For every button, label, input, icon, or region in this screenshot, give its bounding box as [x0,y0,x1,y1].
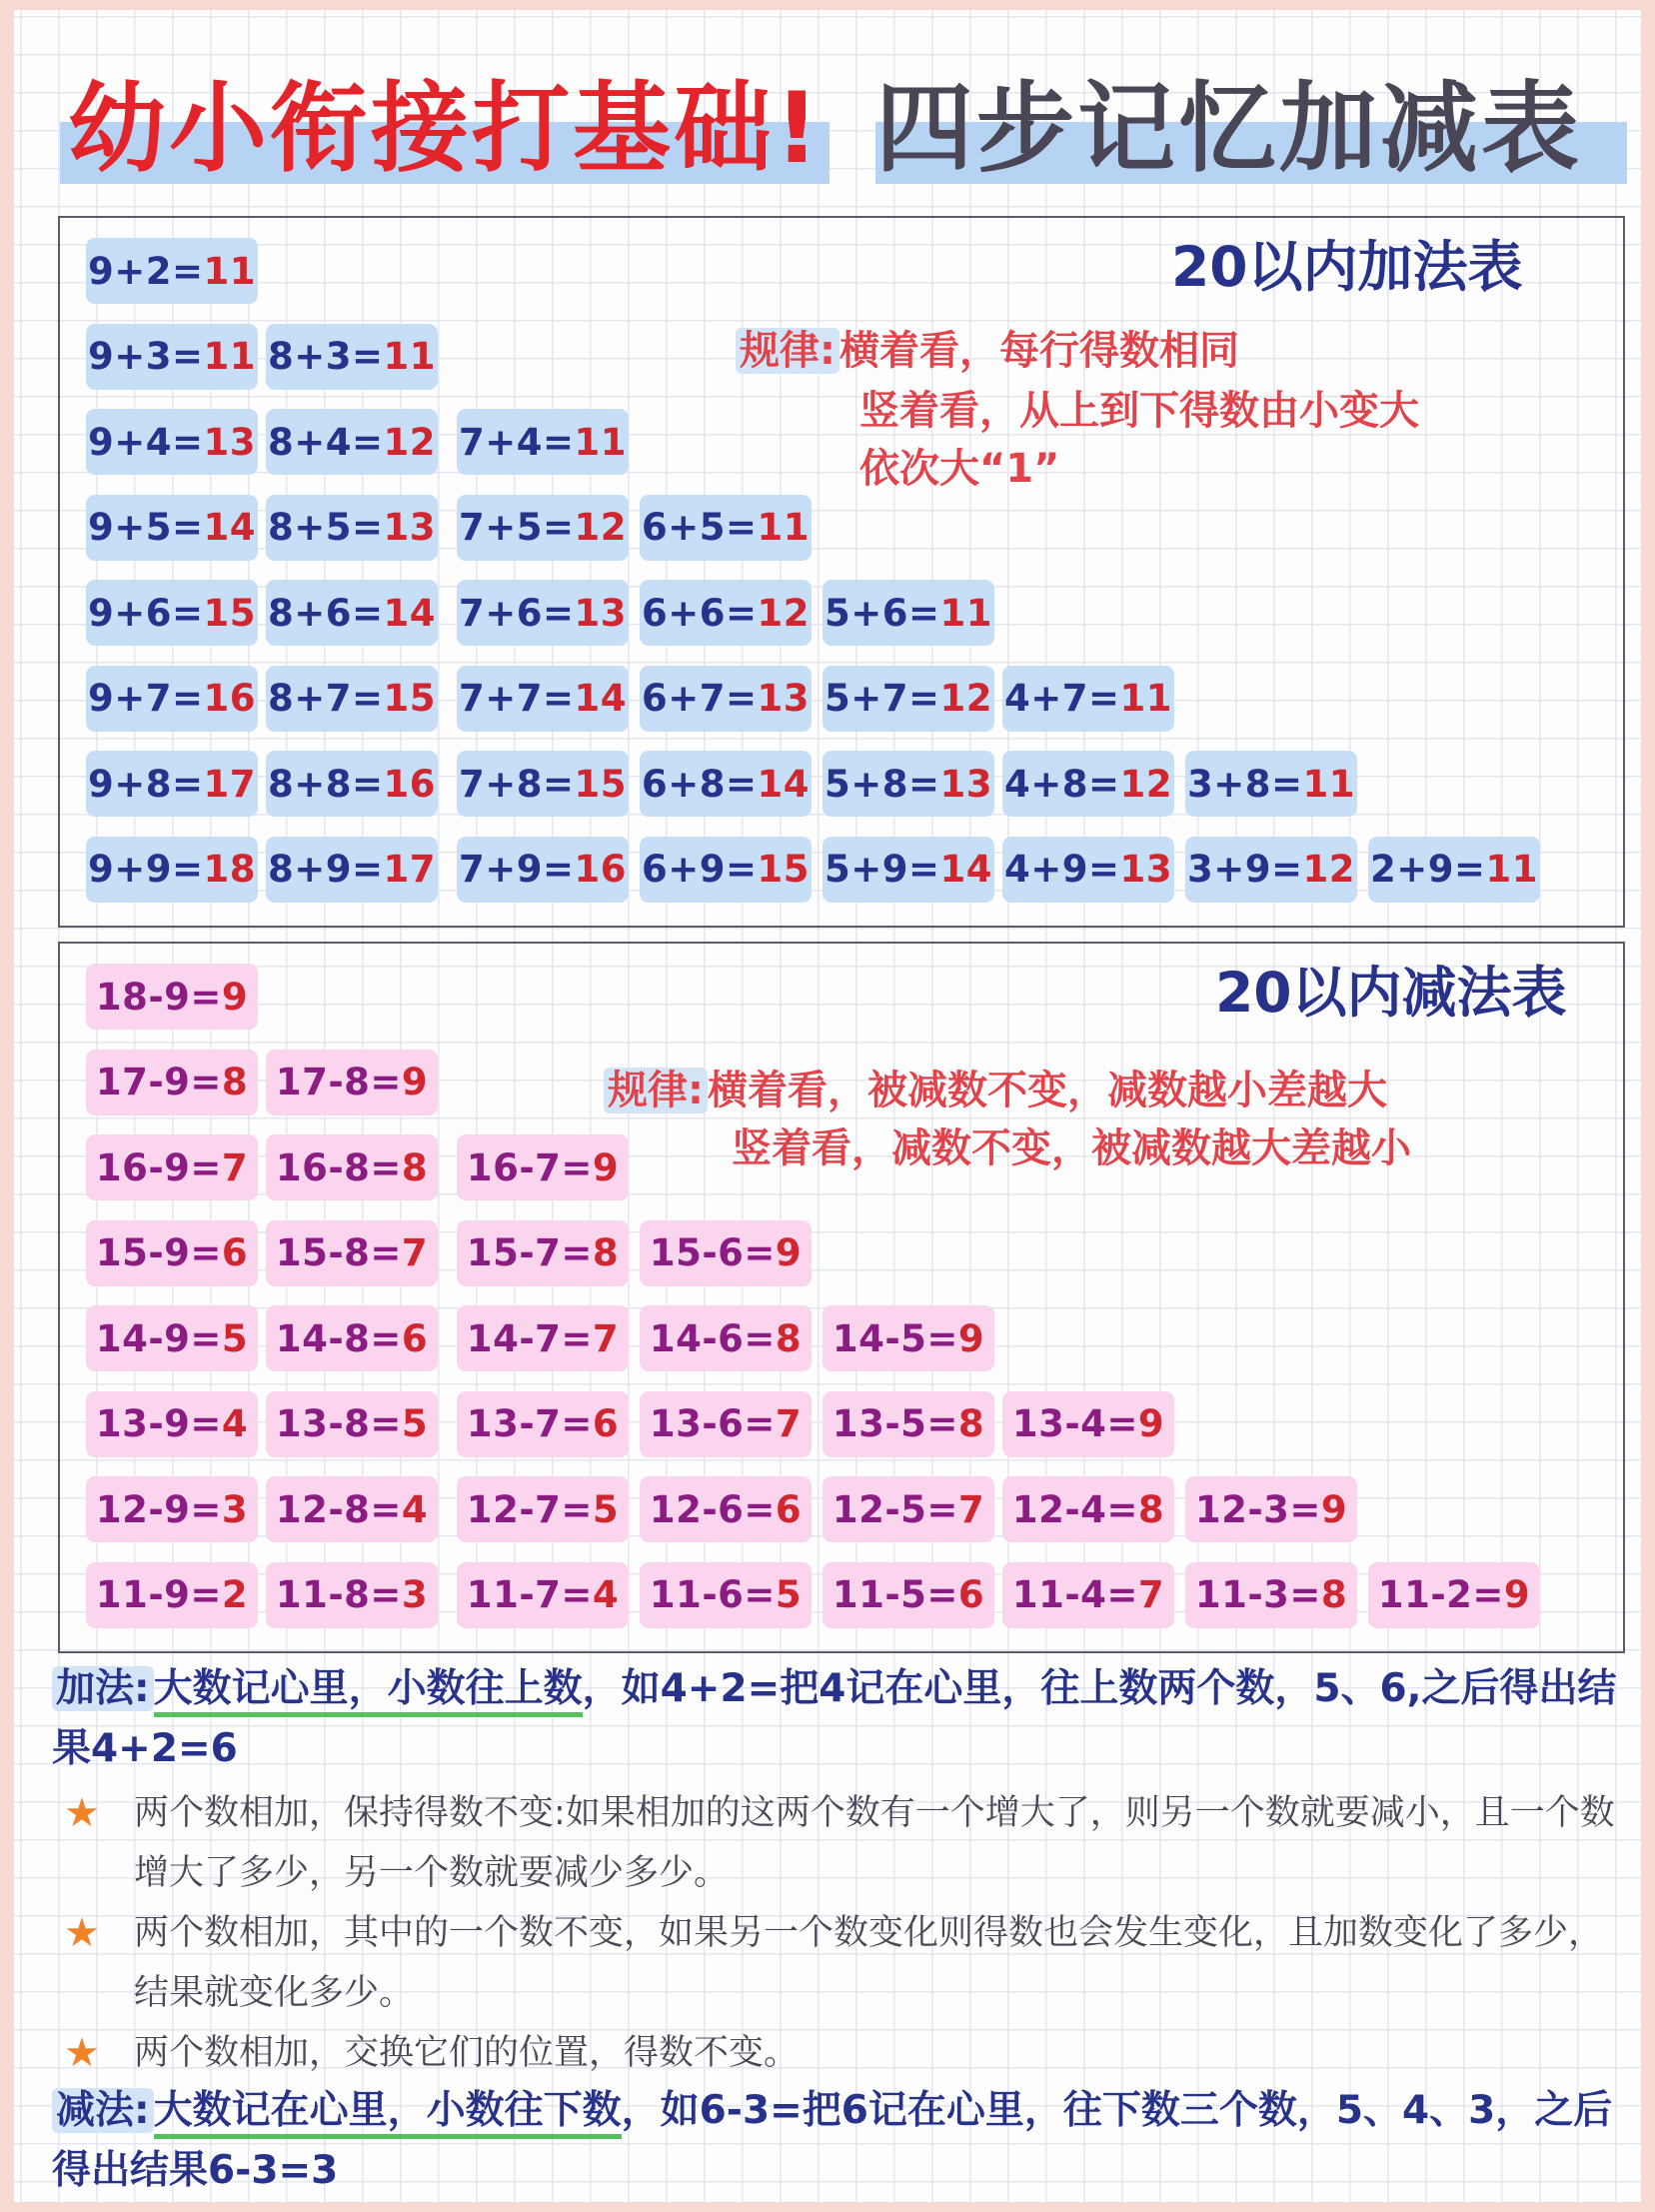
addition-table-title: 20以内加法表 [1171,232,1523,302]
equation-result: 9 [401,1061,429,1104]
addition-equation-cell [86,666,258,732]
addition-rule-line-3: 依次大“1” [859,446,1060,492]
equation-result: 13 [757,677,810,720]
subtraction-equation-cell [823,1562,994,1628]
equation-result: 14 [383,591,436,635]
equation-result: 2 [221,1573,249,1616]
equation-expression: 11-6= [649,1573,776,1616]
equation-result: 6 [592,1402,620,1445]
addition-equation-cell [266,495,438,561]
equation-expression: 16-9= [95,1145,222,1189]
equation-result: 11 [757,506,810,549]
addition-equation-cell [1185,837,1357,903]
subtraction-equation-cell [86,1391,258,1457]
subtraction-equation-cell [823,1305,994,1371]
addition-equation-cell [640,580,812,646]
equation-expression: 8+5= [268,506,384,549]
subtraction-equation-cell [640,1562,812,1628]
equation-expression: 11-4= [1011,1573,1138,1616]
subtraction-equation-cell [266,1220,438,1286]
addition-equation-cell [640,495,812,561]
subtraction-equation-cell [640,1220,812,1286]
equation-expression: 7+8= [459,762,575,806]
addition-equation-cell [266,324,438,390]
equation-result: 5 [592,1487,620,1531]
addition-equation-cell [266,751,438,817]
subtraction-rule-line-1: 横着看，被减数不变，减数越小差越大 [708,1068,1387,1113]
addition-equation-cell [86,837,258,903]
equation-result: 5 [775,1573,803,1616]
equation-expression: 6+6= [642,591,758,635]
equation-result: 9 [221,975,249,1019]
addition-equation-cell [823,837,994,903]
addition-equation-cell [1002,751,1174,817]
equation-expression: 8+6= [268,591,384,635]
addition-equation-cell [86,751,258,817]
star-item-text: 两个数相加，交换它们的位置，得数不变。 [134,2033,800,2073]
equation-expression: 15-7= [466,1231,593,1274]
equation-result: 12 [383,420,436,464]
equation-result: 3 [401,1573,429,1616]
equation-expression: 18-9= [95,975,222,1019]
subtraction-equation-cell [640,1391,812,1457]
subtraction-method-text: ，如6-3=把6记在心里，往下数三个数，5、4、3，之后得出结果6-3=3 [52,2088,1613,2193]
equation-result: 7 [775,1402,803,1445]
equation-result: 8 [592,1231,620,1274]
subtraction-rule-label: 规律: [604,1068,708,1113]
subtraction-equation-cell [457,1220,629,1286]
subtraction-equation-cell [823,1476,994,1542]
equation-expression: 12-3= [1194,1487,1321,1531]
equation-expression: 14-7= [466,1316,593,1360]
subtraction-equation-cell [457,1476,629,1542]
equation-result: 15 [757,848,810,891]
equation-expression: 12-5= [831,1487,958,1531]
equation-result: 9 [957,1316,985,1360]
addition-equation-cell [266,666,438,732]
page-title-part1: 幼小衔接打基础! [68,72,823,186]
subtraction-equation-cell [86,964,258,1030]
equation-result: 11 [939,591,992,635]
addition-method-label: 加法: [52,1666,154,1711]
equation-expression: 5+7= [825,677,940,720]
equation-result: 7 [401,1231,429,1274]
equation-expression: 12-8= [275,1487,402,1531]
equation-expression: 9+5= [88,506,204,549]
equation-expression: 13-7= [466,1402,593,1445]
subtraction-equation-cell [457,1562,629,1628]
addition-equation-cell [823,666,994,732]
addition-method-text: ，如4+2=把4记在心里，往上数两个数，5、6,之后得出结果4+2=6 [52,1666,1617,1771]
equation-expression: 12-9= [95,1487,222,1531]
subtraction-method-note [52,2081,1631,2201]
equation-result: 6 [775,1487,803,1531]
addition-equation-cell [1002,837,1174,903]
equation-expression: 13-8= [275,1402,402,1445]
equation-result: 13 [383,506,436,549]
star-item-2 [64,1903,1623,2023]
equation-result: 11 [574,420,627,464]
subtraction-equation-cell [457,1305,629,1371]
equation-expression: 12-7= [466,1487,593,1531]
equation-expression: 9+9= [88,848,204,891]
star-item-text: 两个数相加，保持得数不变:如果相加的这两个数有一个增大了，则另一个数就要减小，且一个数增大了多少，另一个数就要减少多少。 [134,1793,1615,1893]
subtraction-equation-cell [640,1476,812,1542]
subtraction-rule [604,1062,1387,1119]
subtraction-equation-cell [1002,1391,1174,1457]
equation-expression: 14-6= [649,1316,776,1360]
subtraction-equation-cell [1185,1562,1357,1628]
equation-expression: 6+5= [642,506,758,549]
addition-equation-cell [266,837,438,903]
equation-result: 4 [401,1487,429,1531]
equation-expression: 5+9= [825,848,940,891]
equation-expression: 15-6= [649,1231,776,1274]
equation-expression: 8+3= [268,335,384,378]
equation-expression: 16-7= [466,1145,593,1189]
equation-result: 11 [1485,848,1538,891]
equation-expression: 15-9= [95,1231,222,1274]
subtraction-equation-cell [640,1305,812,1371]
subtraction-equation-cell [1185,1476,1357,1542]
equation-expression: 11-7= [466,1573,593,1616]
equation-expression: 5+6= [825,591,940,635]
addition-equation-cell [266,580,438,646]
equation-expression: 13-9= [95,1402,222,1445]
subtraction-equation-cell [86,1220,258,1286]
equation-result: 9 [592,1145,620,1189]
equation-result: 7 [957,1487,985,1531]
addition-equation-cell [457,495,629,561]
equation-result: 13 [1119,848,1172,891]
equation-result: 12 [1119,762,1172,806]
equation-expression: 14-9= [95,1316,222,1360]
equation-result: 5 [221,1316,249,1360]
equation-expression: 11-2= [1377,1573,1504,1616]
equation-result: 4 [592,1573,620,1616]
star-icon: ★ [64,2030,100,2076]
equation-expression: 9+6= [88,591,204,635]
equation-result: 8 [221,1061,249,1104]
subtraction-equation-cell [86,1305,258,1371]
equation-expression: 9+7= [88,677,204,720]
equation-result: 5 [401,1402,429,1445]
subtraction-equation-cell [266,1476,438,1542]
addition-equation-cell [457,409,629,475]
addition-equation-cell [457,837,629,903]
addition-equation-cell [457,580,629,646]
equation-result: 18 [203,848,256,891]
equation-result: 7 [221,1145,249,1189]
equation-result: 8 [401,1145,429,1189]
addition-table [58,216,1625,928]
equation-expression: 4+7= [1004,677,1120,720]
equation-result: 16 [203,677,256,720]
equation-result: 8 [957,1402,985,1445]
equation-expression: 8+8= [268,762,384,806]
equation-expression: 14-5= [831,1316,958,1360]
addition-equation-cell [640,666,812,732]
subtraction-equation-cell [266,1305,438,1371]
equation-result: 12 [574,506,627,549]
addition-equation-cell [86,409,258,475]
equation-expression: 9+4= [88,420,204,464]
equation-expression: 9+2= [88,249,204,293]
equation-expression: 4+9= [1004,848,1120,891]
subtraction-equation-cell [266,1134,438,1200]
equation-expression: 7+9= [459,848,575,891]
addition-equation-cell [457,751,629,817]
equation-result: 15 [383,677,436,720]
addition-equation-cell [86,495,258,561]
equation-result: 6 [401,1316,429,1360]
subtraction-method-key: 大数记在心里，小数往下数 [154,2088,622,2139]
equation-result: 9 [1137,1402,1165,1445]
equation-expression: 6+8= [642,762,758,806]
equation-expression: 8+9= [268,848,384,891]
equation-result: 9 [1320,1487,1348,1531]
addition-equation-cell [457,666,629,732]
equation-expression: 17-8= [275,1061,402,1104]
addition-rule [736,322,1239,380]
subtraction-equation-cell [1002,1476,1174,1542]
subtraction-equation-cell [457,1391,629,1457]
addition-equation-cell [86,238,258,304]
equation-result: 8 [775,1316,803,1360]
star-item-1 [64,1783,1623,1903]
subtraction-equation-cell [1002,1562,1174,1628]
equation-result: 15 [203,591,256,635]
equation-expression: 14-8= [275,1316,402,1360]
equation-result: 4 [221,1402,249,1445]
equation-result: 9 [775,1231,803,1274]
page [14,10,1641,2202]
equation-result: 14 [939,848,992,891]
equation-expression: 16-8= [275,1145,402,1189]
subtraction-equation-cell [457,1134,629,1200]
equation-result: 12 [1302,848,1355,891]
subtraction-equation-cell [86,1050,258,1115]
equation-expression: 5+8= [825,762,940,806]
equation-result: 3 [221,1487,249,1531]
equation-expression: 7+6= [459,591,575,635]
equation-expression: 8+7= [268,677,384,720]
equation-expression: 11-8= [275,1573,402,1616]
equation-result: 12 [939,677,992,720]
addition-equation-cell [1185,751,1357,817]
addition-rule-line-1: 横着看，每行得数相同 [839,328,1239,374]
addition-equation-cell [640,751,812,817]
equation-result: 14 [757,762,810,806]
subtraction-equation-cell [823,1391,994,1457]
equation-expression: 9+8= [88,762,204,806]
addition-rule-label: 规律: [736,328,839,374]
equation-result: 11 [1119,677,1172,720]
addition-method-key: 大数记心里，小数往上数 [154,1666,583,1717]
addition-equation-cell [86,324,258,390]
addition-equation-cell [1368,837,1540,903]
equation-expression: 13-4= [1011,1402,1138,1445]
equation-expression: 13-5= [831,1402,958,1445]
addition-equation-cell [823,751,994,817]
subtraction-equation-cell [266,1562,438,1628]
equation-result: 16 [574,848,627,891]
equation-expression: 12-6= [649,1487,776,1531]
equation-result: 9 [1503,1573,1531,1616]
equation-result: 14 [574,677,627,720]
equation-expression: 3+8= [1187,762,1303,806]
equation-expression: 17-9= [95,1061,222,1104]
equation-expression: 11-9= [95,1573,222,1616]
addition-method-note [52,1659,1631,1779]
equation-expression: 6+7= [642,677,758,720]
addition-equation-cell [266,409,438,475]
star-icon: ★ [64,1910,100,1956]
equation-result: 6 [221,1231,249,1274]
equation-result: 8 [1320,1573,1348,1616]
addition-equation-cell [1002,666,1174,732]
equation-result: 14 [203,506,256,549]
equation-expression: 7+4= [459,420,575,464]
equation-expression: 11-5= [831,1573,958,1616]
equation-result: 17 [203,762,256,806]
equation-result: 8 [1137,1487,1165,1531]
subtraction-table [58,942,1625,1653]
equation-result: 11 [203,335,256,378]
equation-expression: 9+3= [88,335,204,378]
equation-result: 12 [757,591,810,635]
equation-expression: 7+7= [459,677,575,720]
star-item-3 [64,2023,1623,2083]
equation-result: 13 [203,420,256,464]
equation-result: 13 [939,762,992,806]
equation-result: 11 [383,335,436,378]
subtraction-equation-cell [1368,1562,1540,1628]
equation-result: 15 [574,762,627,806]
equation-expression: 7+5= [459,506,575,549]
addition-equation-cell [86,580,258,646]
addition-rule-line-2: 竖着看，从上到下得数由小变大 [859,388,1419,434]
equation-result: 16 [383,762,436,806]
equation-result: 7 [592,1316,620,1360]
equation-expression: 12-4= [1011,1487,1138,1531]
equation-result: 17 [383,848,436,891]
subtraction-equation-cell [86,1562,258,1628]
equation-expression: 11-3= [1194,1573,1321,1616]
equation-result: 7 [1137,1573,1165,1616]
subtraction-equation-cell [266,1391,438,1457]
star-item-text: 两个数相加，其中的一个数不变，如果另一个数变化则得数也会发生变化，且加数变化了多少，结果就变化多少。 [134,1913,1604,2013]
equation-expression: 15-8= [275,1231,402,1274]
equation-result: 11 [1302,762,1355,806]
equation-result: 11 [203,249,256,293]
subtraction-rule-line-2: 竖着看，减数不变，被减数越大差越小 [732,1125,1411,1171]
subtraction-equation-cell [86,1476,258,1542]
equation-result: 13 [574,591,627,635]
subtraction-method-label: 减法: [52,2088,154,2133]
page-title-part2: 四步记忆加减表 [875,72,1583,186]
subtraction-equation-cell [266,1050,438,1115]
equation-expression: 8+4= [268,420,384,464]
equation-expression: 3+9= [1187,848,1303,891]
equation-result: 6 [957,1573,985,1616]
equation-expression: 2+9= [1370,848,1486,891]
subtraction-table-title: 20以内减法表 [1215,958,1567,1028]
star-icon: ★ [64,1790,100,1836]
equation-expression: 4+8= [1004,762,1120,806]
subtraction-equation-cell [86,1134,258,1200]
equation-expression: 6+9= [642,848,758,891]
equation-expression: 13-6= [649,1402,776,1445]
addition-equation-cell [640,837,812,903]
addition-equation-cell [823,580,994,646]
